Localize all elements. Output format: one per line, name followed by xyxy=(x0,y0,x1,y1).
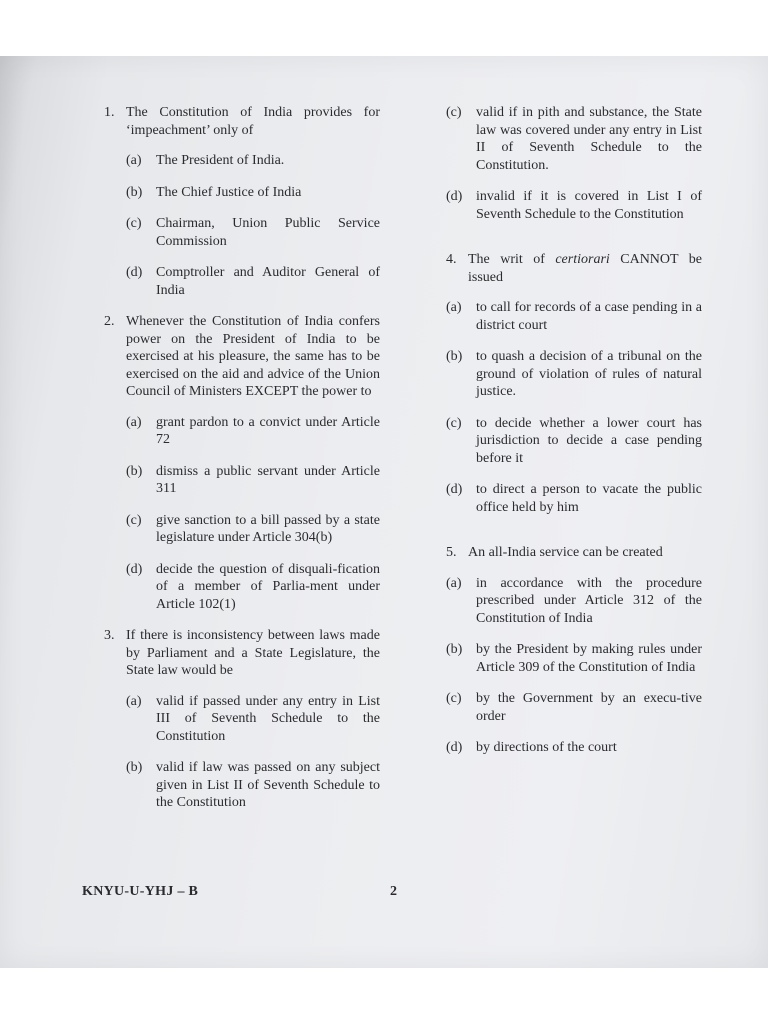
question-number: 5. xyxy=(446,545,457,560)
question-text-part: The writ of xyxy=(468,252,556,267)
question-2 xyxy=(104,313,380,401)
option-text: dismiss a public servant under Article 311 xyxy=(156,463,380,496)
option-letter: (c) xyxy=(446,691,462,706)
option-letter: (a) xyxy=(446,300,462,315)
option-4d xyxy=(446,481,702,516)
question-text-part: CANNOT be issued xyxy=(468,252,702,285)
option-2d xyxy=(104,561,380,614)
option-5d xyxy=(446,739,702,757)
right-column xyxy=(446,104,702,771)
question-text xyxy=(468,251,702,286)
option-text: grant pardon to a convict under Article 72 xyxy=(156,414,380,447)
option-3d xyxy=(446,188,702,223)
option-text: valid if in pith and substance, the State law was covered under any entry in List II of Seventh Schedule to the Constitution. xyxy=(476,105,702,173)
question-1 xyxy=(104,104,380,139)
option-3b xyxy=(104,759,380,812)
question-text: The Constitution of India provides for ‘impeachment’ only of xyxy=(126,105,380,138)
option-letter: (a) xyxy=(126,693,142,709)
option-1b xyxy=(104,184,380,202)
option-3c xyxy=(446,104,702,174)
option-letter: (b) xyxy=(446,349,463,364)
option-1c xyxy=(104,215,380,250)
option-1a xyxy=(104,152,380,170)
option-text: to decide whether a lower court has jurisdiction to decide a case pending before it xyxy=(476,415,702,466)
option-text: Comptroller and Auditor General of India xyxy=(156,265,380,298)
option-1d xyxy=(104,264,380,299)
option-letter: (b) xyxy=(446,642,463,657)
option-letter: (d) xyxy=(446,189,463,204)
question-4 xyxy=(446,251,702,286)
option-text: The Chief Justice of India xyxy=(156,184,302,200)
option-letter: (c) xyxy=(446,415,462,431)
option-text: in accordance with the procedure prescribed under Article 312 of the Constitution of India xyxy=(476,575,702,626)
option-text: valid if law was passed on any subject given in List II of Seventh Schedule to the Constitution xyxy=(156,760,380,810)
option-letter: (d) xyxy=(446,740,463,755)
option-letter: (c) xyxy=(126,512,142,528)
option-5c xyxy=(446,690,702,725)
option-text: to call for records of a case pending in a district court xyxy=(476,300,702,333)
question-5 xyxy=(446,544,702,562)
option-text: give sanction to a bill passed by a state legislature under Article 304(b) xyxy=(156,512,380,545)
option-letter: (c) xyxy=(446,105,462,120)
page-number: 2 xyxy=(390,884,397,899)
option-5a xyxy=(446,575,702,628)
question-number: 2. xyxy=(104,314,115,329)
question-number: 3. xyxy=(104,628,115,643)
option-text: Chairman, Union Public Service Commission xyxy=(156,216,380,249)
question-3 xyxy=(104,627,380,680)
option-letter: (a) xyxy=(126,153,142,168)
exam-page xyxy=(0,56,768,968)
question-text: An all-India service can be created xyxy=(468,545,663,560)
option-text: invalid if it is covered in List I of Seventh Schedule to the Constitution xyxy=(476,189,702,222)
option-text: decide the question of disquali-fication of a member of Parlia-ment under Article 102(1) xyxy=(156,561,380,612)
question-number: 4. xyxy=(446,252,457,267)
option-4b xyxy=(446,348,702,401)
question-text: Whenever the Constitution of India confers power on the President of India to be exercised at his pleasure, the same has to be exercised on the aid and advice of the Union Council of Ministers EXCEPT the power to xyxy=(126,314,380,399)
option-letter: (a) xyxy=(126,414,142,430)
option-2c xyxy=(104,512,380,547)
option-5b xyxy=(446,641,702,676)
option-letter: (d) xyxy=(126,265,143,280)
option-letter: (a) xyxy=(446,575,462,591)
option-text: by the Government by an execu-tive order xyxy=(476,691,702,724)
left-column xyxy=(104,104,380,826)
question-text: If there is inconsistency between laws made by Parliament and a State Legislature, the State law would be xyxy=(126,628,380,678)
option-text: The President of India. xyxy=(156,153,285,168)
option-4a xyxy=(446,299,702,334)
option-letter: (b) xyxy=(126,463,143,479)
option-4c xyxy=(446,415,702,468)
booklet-code: KNYU-U-YHJ – B xyxy=(82,884,199,899)
question-text-italic: certiorari xyxy=(555,252,610,267)
option-text: by the President by making rules under Article 309 of the Constitution of India xyxy=(476,642,702,675)
option-2b xyxy=(104,463,380,498)
option-text: to quash a decision of a tribunal on the ground of violation of rules of natural justice. xyxy=(476,349,702,399)
option-2a xyxy=(104,414,380,449)
question-number: 1. xyxy=(104,105,115,120)
option-text: by directions of the court xyxy=(476,740,617,755)
option-3a xyxy=(104,693,380,746)
option-letter: (b) xyxy=(126,184,143,200)
option-letter: (c) xyxy=(126,216,142,231)
option-letter: (d) xyxy=(126,561,143,577)
option-letter: (d) xyxy=(446,482,463,497)
option-letter: (b) xyxy=(126,760,143,775)
option-text: to direct a person to vacate the public office held by him xyxy=(476,482,702,515)
option-text: valid if passed under any entry in List III of Seventh Schedule to the Constitution xyxy=(156,693,380,744)
